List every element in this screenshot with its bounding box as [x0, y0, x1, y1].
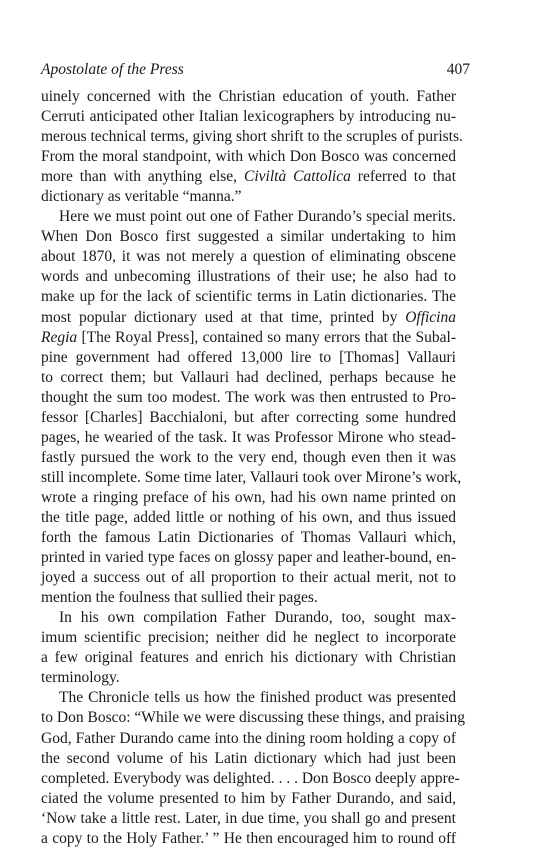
text-line: [41, 308, 456, 328]
text-line: pine government had offered 13,000 lire to [Thomas] Vallauri: [41, 348, 456, 366]
italic-title: Civiltà Cattolica: [244, 168, 351, 186]
text-line: fessor [Charles] Bacchialoni, but after correcting some hundred: [41, 408, 456, 426]
text-line: The Chronicle tells us how the finished product was presented: [59, 689, 456, 707]
text-line: terminology.: [41, 669, 120, 687]
text-line: In his own compilation Father Durando, too, sought max-: [59, 609, 456, 627]
text-line: joyed a success out of all proportion to their actual merit, not to: [41, 569, 456, 587]
text-line: a few original features and enrich his dictionary with Christian: [41, 649, 456, 667]
text-line: forth the famous Latin Dictionaries of Thomas Vallauri which,: [41, 529, 456, 547]
text-segment: more than with anything else,: [41, 168, 245, 186]
body-text: [41, 87, 466, 849]
running-head: Apostolate of the Press: [41, 61, 184, 78]
text-line: the second volume of his Latin dictionary which had just been: [41, 749, 456, 767]
text-line: When Don Bosco first suggested a similar undertaking to him: [41, 228, 456, 246]
text-line: thought the sum too modest. The work was then entrusted to Pro-: [41, 388, 456, 406]
text-line: still incomplete. Some time later, Vallauri took over Mirone’s work,: [41, 468, 462, 486]
text-line: make up for the lack of scientific terms in Latin dictionaries. The: [41, 288, 456, 306]
page-number: 407: [446, 61, 470, 78]
text-line: From the moral standpoint, with which Don Bosco was concerned: [41, 148, 456, 166]
text-line: words and unbecoming illustrations of their use; he also had to: [41, 268, 456, 286]
text-line: dictionary as veritable “manna.”: [41, 188, 242, 206]
text-line: God, Father Durando came into the dining room holding a copy of: [41, 729, 456, 747]
text-line: Cerruti anticipated other Italian lexicographers by introducing nu-: [41, 108, 456, 126]
text-line: Here we must point out one of Father Durando’s special merits.: [59, 208, 456, 226]
text-line: to Don Bosco: “While we were discussing these things, and praising: [41, 709, 466, 727]
text-line: merous technical terms, giving short shrift to the scruples of purists.: [41, 128, 463, 146]
text-line: [41, 167, 456, 187]
text-line: imum scientific precision; neither did he neglect to incorporate: [41, 629, 456, 647]
text-line: a copy to the Holy Father.’ ” He then encouraged him to round off: [41, 829, 456, 847]
text-line: ‘Now take a little rest. Later, in due time, you shall go and present: [41, 809, 456, 827]
text-line: [41, 328, 456, 348]
text-line: uinely concerned with the Christian education of youth. Father: [41, 88, 456, 105]
text-segment: referred to that: [350, 168, 456, 186]
text-line: the title page, added little or nothing of his own, and thus issued: [41, 508, 456, 526]
italic-title: Regia: [41, 328, 78, 346]
text-line: pages, he wearied of the task. It was Professor Mirone who stead-: [41, 428, 456, 446]
text-line: about 1870, it was not merely a question of eliminating obscene: [41, 248, 456, 266]
text-line: mention the foulness that sullied their pages.: [41, 589, 318, 607]
page-header: [41, 60, 470, 80]
text-line: fastly pursued the work to the very end, though even then it was: [41, 448, 456, 466]
text-segment: [The Royal Press], contained so many errors that the Subal-: [77, 328, 456, 346]
text-line: wrote a ringing preface of his own, had his own name printed on: [41, 488, 456, 506]
italic-title: Officina: [405, 308, 456, 326]
text-line: printed in varied type faces on glossy paper and leather-bound, en-: [41, 549, 456, 567]
text-segment: most popular dictionary used at that time, printed by: [41, 308, 406, 326]
text-line: ciated the volume presented to him by Father Durando, and said,: [41, 789, 456, 807]
text-line: to correct them; but Vallauri had declined, perhaps because he: [41, 368, 456, 386]
text-line: completed. Everybody was delighted. . . . Don Bosco deeply appre-: [41, 769, 460, 787]
